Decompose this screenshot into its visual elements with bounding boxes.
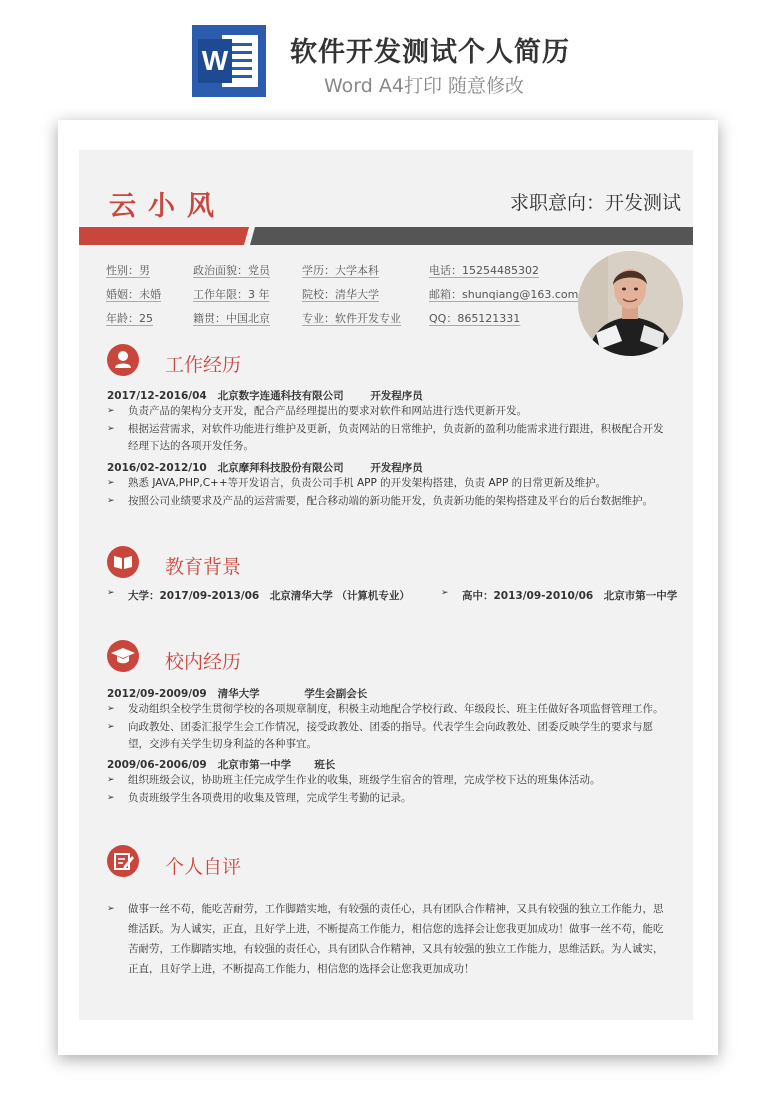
self-eval-text: ➢ 做事一丝不苟，能吃苦耐劳，工作脚踏实地，有较强的责任心，具有团队合作精神，又具有较强的独立工作能力，思维活跃。为人诚实，正直，且好学上进，不断提高工作能力，相信您的选择会让您我更加成功！做事一丝不苟，能吃苦耐劳，工作脚踏实地，有较强的责任心，具有团队合作精神，又具有较强的独立工作能力，思维活跃。为人诚实，正直，且好学上进，不断提高工作能力，相信您的选择会让您我更加成功！ (107, 899, 667, 979)
work-bullet: ➢ 熟悉 JAVA,PHP,C++等开发语言，负责公司手机 APP 的开发架构搭建，负责 APP 的日常更新及维护。 (107, 475, 667, 492)
job-date: 2017/12-2016/04 (107, 390, 207, 402)
user-icon (107, 344, 139, 376)
info-phone: 电话：15254485302 (429, 264, 539, 277)
campus-role: 学生会副会长 (304, 688, 368, 700)
info-qq: QQ：865121331 (429, 312, 521, 325)
info-age: 年龄：25 (106, 312, 153, 325)
work-job-2-header (107, 460, 423, 475)
info-school: 院校：清华大学 (302, 288, 379, 301)
campus-bullet: ➢ 负责班级学生各项费用的收集及管理，完成学生考勤的记录。 (107, 790, 667, 807)
info-major: 专业：软件开发专业 (302, 312, 401, 325)
work-bullet: ➢ 按照公司业绩要求及产品的运营需要，配合移动端的新功能开发，负责新功能的架构搭建及平台的后台数据维护。 (107, 493, 667, 510)
info-marriage: 婚姻：未婚 (106, 288, 161, 301)
edit-note-icon (107, 845, 139, 877)
info-email: 邮箱：shunqiang@163.com (429, 288, 579, 301)
self-eval-section-title: 个人自评 (165, 856, 242, 878)
education-item-highschool: ➢ 高中：2013/09-2010/06 北京市第一中学 (441, 588, 677, 603)
book-icon (107, 546, 139, 578)
job-company: 北京数字连通科技有限公司 (217, 390, 344, 402)
resume-page (79, 150, 693, 1020)
svg-text:W: W (201, 45, 229, 76)
info-politics: 政治面貌：党员 (193, 264, 270, 277)
info-gender: 性别：男 (106, 264, 150, 277)
campus-org: 清华大学 (217, 688, 260, 700)
education-section-title: 教育背景 (165, 556, 242, 578)
campus-role: 班长 (314, 759, 336, 771)
campus-entry-1-header (107, 686, 367, 701)
info-education: 学历：大学本科 (302, 264, 379, 277)
profile-photo (578, 251, 683, 356)
work-bullet: ➢ 根据运营需求，对软件功能进行维护及更新，负责网站的日常维护，负责新的盈利功能需求进行跟进，积极配合开发经理下达的各项开发任务。 (107, 421, 667, 455)
top-banner (0, 0, 774, 115)
campus-section-title: 校内经历 (165, 651, 242, 673)
applicant-name: 云小风 (109, 191, 226, 222)
info-years: 工作年限：3 年 (193, 288, 270, 301)
graduation-cap-icon (107, 640, 139, 672)
campus-entry-2-header (107, 757, 335, 772)
work-job-1-header (107, 388, 423, 403)
banner-title: 软件开发测试个人简历 (290, 37, 570, 68)
work-section-title: 工作经历 (165, 354, 242, 376)
campus-org: 北京市第一中学 (217, 759, 292, 771)
job-intent: 求职意向：开发测试 (509, 192, 681, 214)
work-bullet: ➢ 负责产品的架构分支开发，配合产品经理提出的要求对软件和网站进行迭代更新开发。 (107, 403, 667, 420)
job-date: 2016/02-2012/10 (107, 462, 207, 474)
job-company: 北京摩拜科技股份有限公司 (217, 462, 344, 474)
campus-bullet: ➢ 向政教处、团委汇报学生会工作情况，接受政教处、团委的指导。代表学生会向政教处、团委反映学生的要求与愿望，交涉有关学生切身利益的各种事宜。 (107, 719, 667, 753)
header-divider-bar (79, 227, 693, 245)
campus-bullet: ➢ 发动组织全校学生贯彻学校的各项规章制度，积极主动地配合学校行政、年级段长、班主任做好各项监督管理工作。 (107, 701, 667, 718)
info-origin: 籍贯：中国北京 (193, 312, 270, 325)
campus-date: 2009/06-2006/09 (107, 759, 207, 771)
education-item-university: ➢ 大学：2017/09-2013/06 北京清华大学 （计算机专业） (107, 588, 410, 603)
word-document-icon (192, 25, 266, 97)
campus-bullet: ➢ 组织班级会议，协助班主任完成学生作业的收集，班级学生宿舍的管理，完成学校下达的班集体活动。 (107, 772, 667, 789)
campus-date: 2012/09-2009/09 (107, 688, 207, 700)
job-role: 开发程序员 (370, 390, 423, 402)
banner-subtitle: Word A4打印 随意修改 (324, 75, 525, 97)
job-role: 开发程序员 (370, 462, 423, 474)
